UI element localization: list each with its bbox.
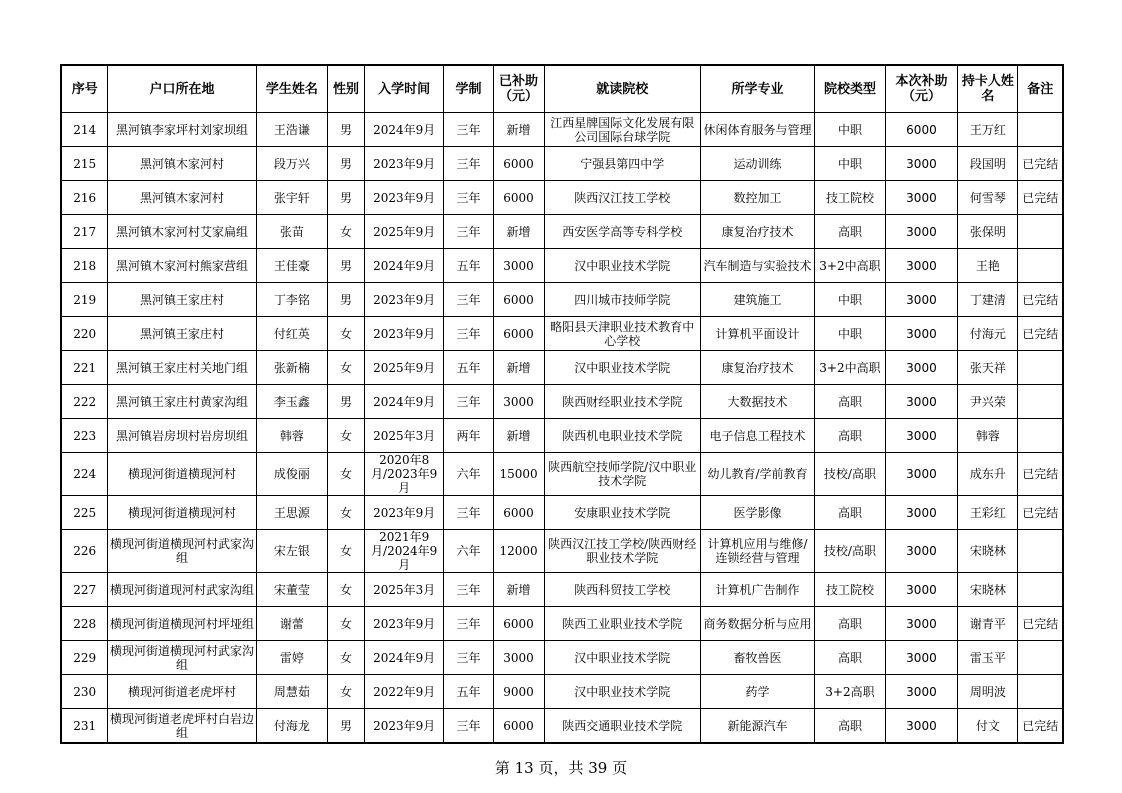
cell-holder: 付文 [958, 709, 1018, 744]
cell-school: 陕西科贸技工学校 [544, 573, 700, 607]
cell-enroll: 2024年9月 [364, 385, 444, 419]
cell-gender: 女 [328, 215, 365, 249]
cell-student: 段万兴 [256, 147, 327, 181]
cell-remark [1018, 641, 1063, 675]
cell-holder: 雷玉平 [958, 641, 1018, 675]
cell-hukou: 黑河镇王家庄村 [108, 317, 256, 351]
cell-years: 三年 [444, 181, 493, 215]
header-seq: 序号 [61, 65, 108, 113]
header-years: 学制 [444, 65, 493, 113]
header-major: 所学专业 [700, 65, 814, 113]
cell-current: 3000 [885, 419, 958, 453]
cell-major: 计算机平面设计 [700, 317, 814, 351]
cell-hukou: 横现河街道横现河村 [108, 453, 256, 496]
cell-current: 3000 [885, 385, 958, 419]
cell-holder: 丁建清 [958, 283, 1018, 317]
cell-school: 陕西汉江技工学校 [544, 181, 700, 215]
cell-school-type: 中职 [815, 147, 885, 181]
cell-current: 3000 [885, 283, 958, 317]
cell-major: 计算机应用与维修/连锁经营与管理 [700, 530, 814, 573]
cell-enroll: 2024年9月 [364, 113, 444, 147]
cell-student: 成俊丽 [256, 453, 327, 496]
page-number-footer: 第 13 页，共 39 页 [494, 759, 628, 777]
cell-enroll: 2023年9月 [364, 607, 444, 641]
cell-years: 三年 [444, 607, 493, 641]
cell-paid: 新增 [493, 573, 544, 607]
cell-holder: 谢青平 [958, 607, 1018, 641]
cell-gender: 女 [328, 530, 365, 573]
cell-school-type: 技工院校 [815, 573, 885, 607]
cell-seq: 221 [61, 351, 108, 385]
cell-seq: 214 [61, 113, 108, 147]
cell-major: 畜牧兽医 [700, 641, 814, 675]
cell-paid: 3000 [493, 249, 544, 283]
cell-remark [1018, 573, 1063, 607]
cell-student: 宋左银 [256, 530, 327, 573]
cell-major: 电子信息工程技术 [700, 419, 814, 453]
cell-student: 张宇轩 [256, 181, 327, 215]
cell-seq: 225 [61, 496, 108, 530]
cell-holder: 付海元 [958, 317, 1018, 351]
table-row [61, 641, 1063, 675]
cell-gender: 男 [328, 249, 365, 283]
cell-hukou: 横现河街道现河村武家沟组 [108, 573, 256, 607]
cell-remark [1018, 675, 1063, 709]
cell-holder: 韩蓉 [958, 419, 1018, 453]
cell-paid: 新增 [493, 419, 544, 453]
cell-major: 大数据技术 [700, 385, 814, 419]
cell-holder: 成东升 [958, 453, 1018, 496]
cell-school-type: 技工院校 [815, 181, 885, 215]
cell-holder: 张天祥 [958, 351, 1018, 385]
cell-gender: 男 [328, 385, 365, 419]
cell-current: 3000 [885, 453, 958, 496]
cell-enroll: 2025年3月 [364, 573, 444, 607]
cell-current: 3000 [885, 351, 958, 385]
cell-seq: 215 [61, 147, 108, 181]
cell-paid: 6000 [493, 709, 544, 744]
cell-current: 3000 [885, 709, 958, 744]
header-enroll: 入学时间 [364, 65, 444, 113]
cell-school-type: 中职 [815, 113, 885, 147]
cell-current: 3000 [885, 147, 958, 181]
cell-student: 付红英 [256, 317, 327, 351]
cell-current: 3000 [885, 317, 958, 351]
cell-major: 休闲体育服务与管理 [700, 113, 814, 147]
cell-school: 西安医学高等专科学校 [544, 215, 700, 249]
cell-remark: 已完结 [1018, 283, 1063, 317]
cell-paid: 6000 [493, 181, 544, 215]
cell-major: 康复治疗技术 [700, 215, 814, 249]
cell-gender: 女 [328, 419, 365, 453]
cell-remark [1018, 385, 1063, 419]
cell-hukou: 横现河街道横现河村坪垭组 [108, 607, 256, 641]
header-holder: 持卡人姓名 [958, 65, 1018, 113]
cell-school-type: 高职 [815, 709, 885, 744]
cell-school-type: 高职 [815, 215, 885, 249]
cell-holder: 张保明 [958, 215, 1018, 249]
table-row [61, 675, 1063, 709]
cell-years: 五年 [444, 351, 493, 385]
cell-current: 3000 [885, 675, 958, 709]
cell-student: 王浩谦 [256, 113, 327, 147]
cell-paid: 6000 [493, 317, 544, 351]
cell-hukou: 黑河镇木家河村艾家扁组 [108, 215, 256, 249]
cell-seq: 216 [61, 181, 108, 215]
cell-school-type: 技校/高职 [815, 530, 885, 573]
cell-remark: 已完结 [1018, 147, 1063, 181]
cell-gender: 女 [328, 573, 365, 607]
cell-major: 运动训练 [700, 147, 814, 181]
cell-paid: 9000 [493, 675, 544, 709]
cell-seq: 218 [61, 249, 108, 283]
table-row [61, 249, 1063, 283]
cell-school-type: 技校/高职 [815, 453, 885, 496]
cell-seq: 220 [61, 317, 108, 351]
cell-paid: 12000 [493, 530, 544, 573]
cell-remark [1018, 113, 1063, 147]
cell-major: 医学影像 [700, 496, 814, 530]
cell-seq: 229 [61, 641, 108, 675]
cell-gender: 男 [328, 181, 365, 215]
cell-seq: 231 [61, 709, 108, 744]
header-remark: 备注 [1018, 65, 1063, 113]
cell-remark: 已完结 [1018, 607, 1063, 641]
cell-hukou: 横现河街道老虎坪村白岩边组 [108, 709, 256, 744]
cell-hukou: 黑河镇木家河村 [108, 147, 256, 181]
cell-school: 汉中职业技术学院 [544, 641, 700, 675]
table-header-row [61, 65, 1063, 113]
cell-school: 陕西工业职业技术学院 [544, 607, 700, 641]
cell-remark: 已完结 [1018, 317, 1063, 351]
cell-seq: 222 [61, 385, 108, 419]
cell-hukou: 黑河镇木家河村熊家营组 [108, 249, 256, 283]
cell-current: 3000 [885, 249, 958, 283]
cell-gender: 男 [328, 709, 365, 744]
cell-enroll: 2023年9月 [364, 147, 444, 181]
cell-gender: 女 [328, 317, 365, 351]
cell-major: 康复治疗技术 [700, 351, 814, 385]
cell-enroll: 2023年9月 [364, 496, 444, 530]
table-row [61, 496, 1063, 530]
cell-gender: 女 [328, 453, 365, 496]
cell-school: 汉中职业技术学院 [544, 249, 700, 283]
cell-remark: 已完结 [1018, 496, 1063, 530]
cell-remark [1018, 249, 1063, 283]
cell-enroll: 2025年9月 [364, 351, 444, 385]
cell-years: 三年 [444, 641, 493, 675]
cell-school: 陕西汉江技工学校/陕西财经职业技术学院 [544, 530, 700, 573]
cell-student: 王思源 [256, 496, 327, 530]
cell-hukou: 黑河镇王家庄村黄家沟组 [108, 385, 256, 419]
cell-paid: 3000 [493, 641, 544, 675]
cell-seq: 228 [61, 607, 108, 641]
subsidy-table [60, 64, 1064, 744]
cell-gender: 男 [328, 283, 365, 317]
cell-gender: 男 [328, 147, 365, 181]
cell-years: 三年 [444, 215, 493, 249]
cell-school-type: 3+2中高职 [815, 249, 885, 283]
cell-enroll: 2025年3月 [364, 419, 444, 453]
cell-gender: 女 [328, 675, 365, 709]
cell-school: 四川城市技师学院 [544, 283, 700, 317]
cell-student: 王佳豪 [256, 249, 327, 283]
table-row [61, 317, 1063, 351]
cell-remark [1018, 351, 1063, 385]
cell-hukou: 横现河街道横现河村武家沟组 [108, 530, 256, 573]
cell-student: 韩蓉 [256, 419, 327, 453]
cell-gender: 女 [328, 496, 365, 530]
cell-remark [1018, 419, 1063, 453]
cell-student: 雷婷 [256, 641, 327, 675]
table-row [61, 385, 1063, 419]
header-paid: 已补助（元） [493, 65, 544, 113]
cell-years: 三年 [444, 496, 493, 530]
cell-years: 三年 [444, 283, 493, 317]
cell-school-type: 3+2中高职 [815, 351, 885, 385]
cell-school: 汉中职业技术学院 [544, 351, 700, 385]
cell-school-type: 高职 [815, 419, 885, 453]
cell-holder: 何雪琴 [958, 181, 1018, 215]
cell-years: 三年 [444, 385, 493, 419]
cell-years: 三年 [444, 709, 493, 744]
header-school: 就读院校 [544, 65, 700, 113]
cell-student: 李玉鑫 [256, 385, 327, 419]
cell-gender: 女 [328, 641, 365, 675]
cell-seq: 223 [61, 419, 108, 453]
cell-holder: 宋晓林 [958, 573, 1018, 607]
cell-major: 新能源汽车 [700, 709, 814, 744]
cell-paid: 6000 [493, 147, 544, 181]
cell-hukou: 黑河镇李家坪村刘家坝组 [108, 113, 256, 147]
cell-years: 五年 [444, 249, 493, 283]
cell-hukou: 横现河街道横现河村武家沟组 [108, 641, 256, 675]
header-hukou: 户口所在地 [108, 65, 256, 113]
cell-seq: 217 [61, 215, 108, 249]
table-row [61, 113, 1063, 147]
cell-current: 3000 [885, 641, 958, 675]
table-row [61, 181, 1063, 215]
cell-holder: 尹兴荣 [958, 385, 1018, 419]
cell-paid: 新增 [493, 351, 544, 385]
cell-remark: 已完结 [1018, 181, 1063, 215]
cell-holder: 宋晓林 [958, 530, 1018, 573]
cell-school-type: 高职 [815, 496, 885, 530]
cell-hukou: 横现河街道横现河村 [108, 496, 256, 530]
cell-school: 安康职业技术学院 [544, 496, 700, 530]
cell-school: 陕西航空技师学院/汉中职业技术学院 [544, 453, 700, 496]
cell-student: 付海龙 [256, 709, 327, 744]
cell-hukou: 黑河镇王家庄村关地门组 [108, 351, 256, 385]
cell-years: 五年 [444, 675, 493, 709]
header-school-type: 院校类型 [815, 65, 885, 113]
table-row [61, 351, 1063, 385]
table-row [61, 419, 1063, 453]
cell-school-type: 中职 [815, 283, 885, 317]
cell-enroll: 2023年9月 [364, 181, 444, 215]
cell-years: 三年 [444, 113, 493, 147]
cell-seq: 224 [61, 453, 108, 496]
cell-holder: 王万红 [958, 113, 1018, 147]
cell-school: 陕西交通职业技术学院 [544, 709, 700, 744]
cell-paid: 6000 [493, 607, 544, 641]
cell-remark [1018, 215, 1063, 249]
cell-years: 两年 [444, 419, 493, 453]
cell-current: 3000 [885, 496, 958, 530]
cell-hukou: 黑河镇岩房坝村岩房坝组 [108, 419, 256, 453]
cell-school-type: 3+2高职 [815, 675, 885, 709]
cell-years: 三年 [444, 573, 493, 607]
cell-hukou: 黑河镇王家庄村 [108, 283, 256, 317]
cell-paid: 3000 [493, 385, 544, 419]
cell-school-type: 高职 [815, 641, 885, 675]
cell-major: 建筑施工 [700, 283, 814, 317]
cell-years: 六年 [444, 453, 493, 496]
cell-student: 张新楠 [256, 351, 327, 385]
cell-gender: 男 [328, 113, 365, 147]
cell-holder: 段国明 [958, 147, 1018, 181]
cell-current: 6000 [885, 113, 958, 147]
cell-holder: 王彩红 [958, 496, 1018, 530]
cell-remark: 已完结 [1018, 709, 1063, 744]
cell-school: 陕西财经职业技术学院 [544, 385, 700, 419]
cell-school-type: 中职 [815, 317, 885, 351]
cell-major: 药学 [700, 675, 814, 709]
cell-enroll: 2022年9月 [364, 675, 444, 709]
cell-paid: 新增 [493, 215, 544, 249]
cell-years: 六年 [444, 530, 493, 573]
cell-current: 3000 [885, 530, 958, 573]
cell-seq: 227 [61, 573, 108, 607]
cell-major: 商务数据分析与应用 [700, 607, 814, 641]
table-row [61, 573, 1063, 607]
cell-seq: 230 [61, 675, 108, 709]
header-student: 学生姓名 [256, 65, 327, 113]
cell-current: 3000 [885, 181, 958, 215]
table-row [61, 215, 1063, 249]
cell-school: 汉中职业技术学院 [544, 675, 700, 709]
cell-paid: 6000 [493, 283, 544, 317]
cell-major: 汽车制造与实验技术 [700, 249, 814, 283]
table-row [61, 530, 1063, 573]
cell-gender: 女 [328, 351, 365, 385]
table-row [61, 453, 1063, 496]
header-current: 本次补助（元） [885, 65, 958, 113]
cell-remark [1018, 530, 1063, 573]
cell-seq: 226 [61, 530, 108, 573]
cell-major: 数控加工 [700, 181, 814, 215]
cell-student: 丁李铭 [256, 283, 327, 317]
cell-hukou: 黑河镇木家河村 [108, 181, 256, 215]
cell-school: 宁强县第四中学 [544, 147, 700, 181]
cell-enroll: 2025年9月 [364, 215, 444, 249]
cell-holder: 周明波 [958, 675, 1018, 709]
table-row [61, 709, 1063, 744]
cell-school: 陕西机电职业技术学院 [544, 419, 700, 453]
table-row [61, 607, 1063, 641]
cell-student: 谢蕾 [256, 607, 327, 641]
cell-major: 幼儿教育/学前教育 [700, 453, 814, 496]
cell-student: 周慧茹 [256, 675, 327, 709]
cell-seq: 219 [61, 283, 108, 317]
table-row [61, 283, 1063, 317]
cell-enroll: 2023年9月 [364, 283, 444, 317]
cell-student: 宋董莹 [256, 573, 327, 607]
cell-enroll: 2023年9月 [364, 709, 444, 744]
cell-major: 计算机广告制作 [700, 573, 814, 607]
cell-enroll: 2024年9月 [364, 641, 444, 675]
cell-enroll: 2021年9月/2024年9月 [364, 530, 444, 573]
cell-holder: 王艳 [958, 249, 1018, 283]
cell-paid: 15000 [493, 453, 544, 496]
cell-current: 3000 [885, 215, 958, 249]
cell-school-type: 高职 [815, 607, 885, 641]
header-gender: 性别 [328, 65, 365, 113]
cell-student: 张苗 [256, 215, 327, 249]
cell-hukou: 横现河街道老虎坪村 [108, 675, 256, 709]
cell-current: 3000 [885, 607, 958, 641]
cell-school: 略阳县天津职业技术教育中心学校 [544, 317, 700, 351]
cell-years: 三年 [444, 317, 493, 351]
cell-remark: 已完结 [1018, 453, 1063, 496]
cell-enroll: 2023年9月 [364, 317, 444, 351]
cell-current: 3000 [885, 573, 958, 607]
cell-enroll: 2020年8月/2023年9月 [364, 453, 444, 496]
cell-school: 江西星牌国际文化发展有限公司国际台球学院 [544, 113, 700, 147]
cell-paid: 新增 [493, 113, 544, 147]
cell-gender: 女 [328, 607, 365, 641]
cell-school-type: 高职 [815, 385, 885, 419]
cell-paid: 6000 [493, 496, 544, 530]
table-row [61, 147, 1063, 181]
cell-enroll: 2024年9月 [364, 249, 444, 283]
cell-years: 三年 [444, 147, 493, 181]
